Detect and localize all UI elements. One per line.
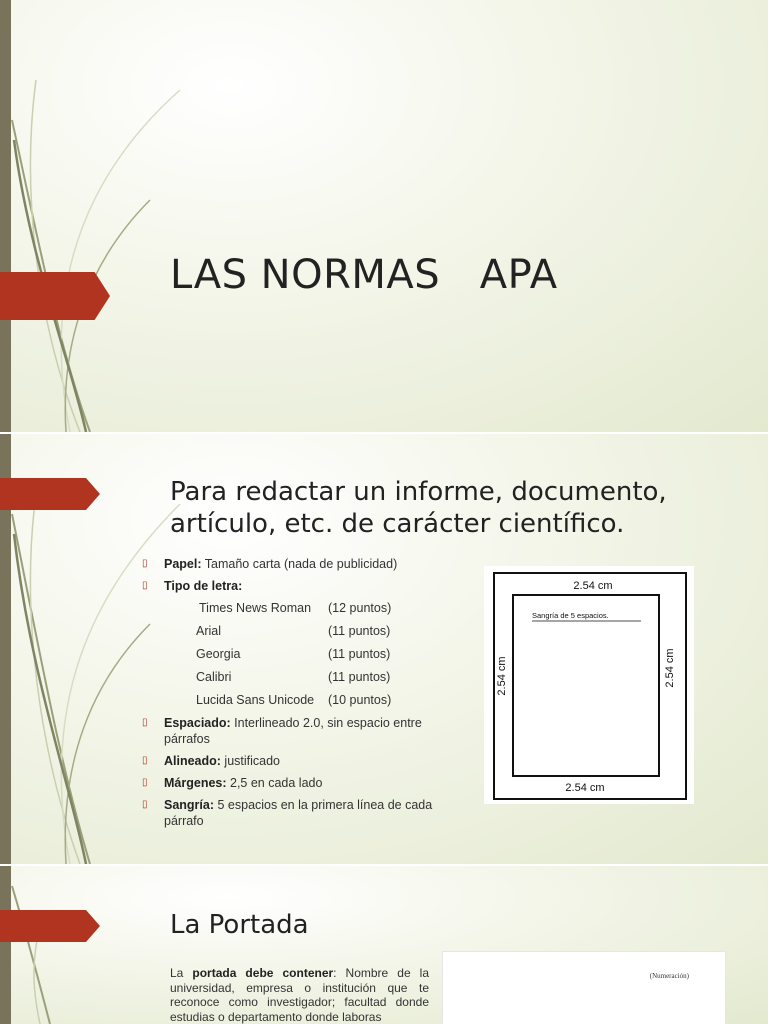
bullet-icon: ▯	[142, 558, 148, 569]
bullet-icon: ▯	[142, 799, 148, 810]
heading-arrow-tab	[0, 910, 100, 942]
list-item-sangria	[140, 797, 450, 829]
page-margins-illustration	[484, 566, 694, 804]
format-rules-list	[140, 556, 450, 835]
font-size: (12 puntos)	[328, 601, 392, 615]
margenes-label: Márgenes:	[164, 776, 227, 790]
indent-label: Sangría de 5 espacios.	[532, 611, 609, 620]
bullet-icon: ▯	[142, 777, 148, 788]
left-accent-bar	[0, 0, 11, 432]
bullet-icon: ▯	[142, 580, 148, 591]
sangria-label: Sangría:	[164, 798, 215, 812]
title-arrow-tab	[0, 272, 110, 320]
font-name: Georgia	[196, 647, 241, 661]
heading-arrow-tab	[0, 478, 100, 510]
top-margin-label: 2.54 cm	[573, 580, 613, 592]
formato-heading: Para redactar un informe, documento, artículo, etc. de carácter científico.	[170, 477, 667, 539]
font-name: Arial	[196, 624, 222, 638]
list-item-espaciado	[140, 715, 450, 747]
espaciado-value: Interlineado 2.0, sin espacio entre párrafos	[164, 716, 422, 746]
list-item-margenes	[140, 775, 450, 791]
left-margin-label: 2.54 cm	[496, 656, 508, 696]
portada-text-prefix: La	[170, 966, 193, 980]
font-name: Times News Roman	[199, 601, 312, 615]
right-margin-label: 2.54 cm	[664, 648, 676, 688]
bullet-icon: ▯	[142, 717, 148, 728]
font-size: (11 puntos)	[328, 624, 391, 638]
tipo-letra-label: Tipo de letra:	[164, 579, 243, 593]
font-name: Calibri	[196, 670, 232, 684]
font-row	[140, 692, 450, 709]
font-size: (11 puntos)	[328, 670, 391, 684]
font-row	[140, 623, 450, 640]
decorative-swoosh	[0, 0, 200, 432]
font-row	[140, 600, 450, 617]
portada-heading: La Portada	[170, 910, 309, 940]
portada-description	[170, 966, 429, 1024]
portada-text-bold: portada debe contener	[192, 966, 334, 980]
font-row	[140, 646, 450, 663]
font-size: (11 puntos)	[328, 647, 391, 661]
bottom-margin-label: 2.54 cm	[565, 782, 605, 794]
list-item-alineado	[140, 753, 450, 769]
portada-text-rest: : Nombre de la universidad, empresa o institución que te reconoce como investigador; facultad donde estudias o departamento donde laboras	[170, 966, 430, 1024]
font-row	[140, 669, 450, 686]
font-name: Lucida Sans Unicode	[196, 693, 315, 707]
alineado-value: justificado	[220, 754, 281, 768]
papel-value: Tamaño carta (nada de publicidad)	[201, 557, 398, 571]
inner-margin-rect	[513, 595, 659, 776]
sangria-value: 5 espacios en la primera línea de cada párrafo	[164, 798, 433, 828]
alineado-label: Alineado:	[164, 754, 221, 768]
list-item-tipo-letra	[140, 578, 450, 594]
bullet-icon: ▯	[142, 755, 148, 766]
list-item-papel	[140, 556, 450, 572]
papel-label: Papel:	[164, 557, 202, 571]
portada-page-sample	[442, 951, 726, 1024]
left-accent-bar	[0, 866, 11, 1024]
slide-title	[0, 0, 768, 432]
font-size: (10 puntos)	[328, 693, 392, 707]
margin-diagram	[484, 566, 694, 804]
slide-title-text: LAS NORMAS APA	[170, 252, 558, 298]
espaciado-label: Espaciado:	[164, 716, 231, 730]
margenes-value: 2,5 en cada lado	[226, 776, 323, 790]
numeracion-label: (Numeración)	[649, 972, 689, 980]
